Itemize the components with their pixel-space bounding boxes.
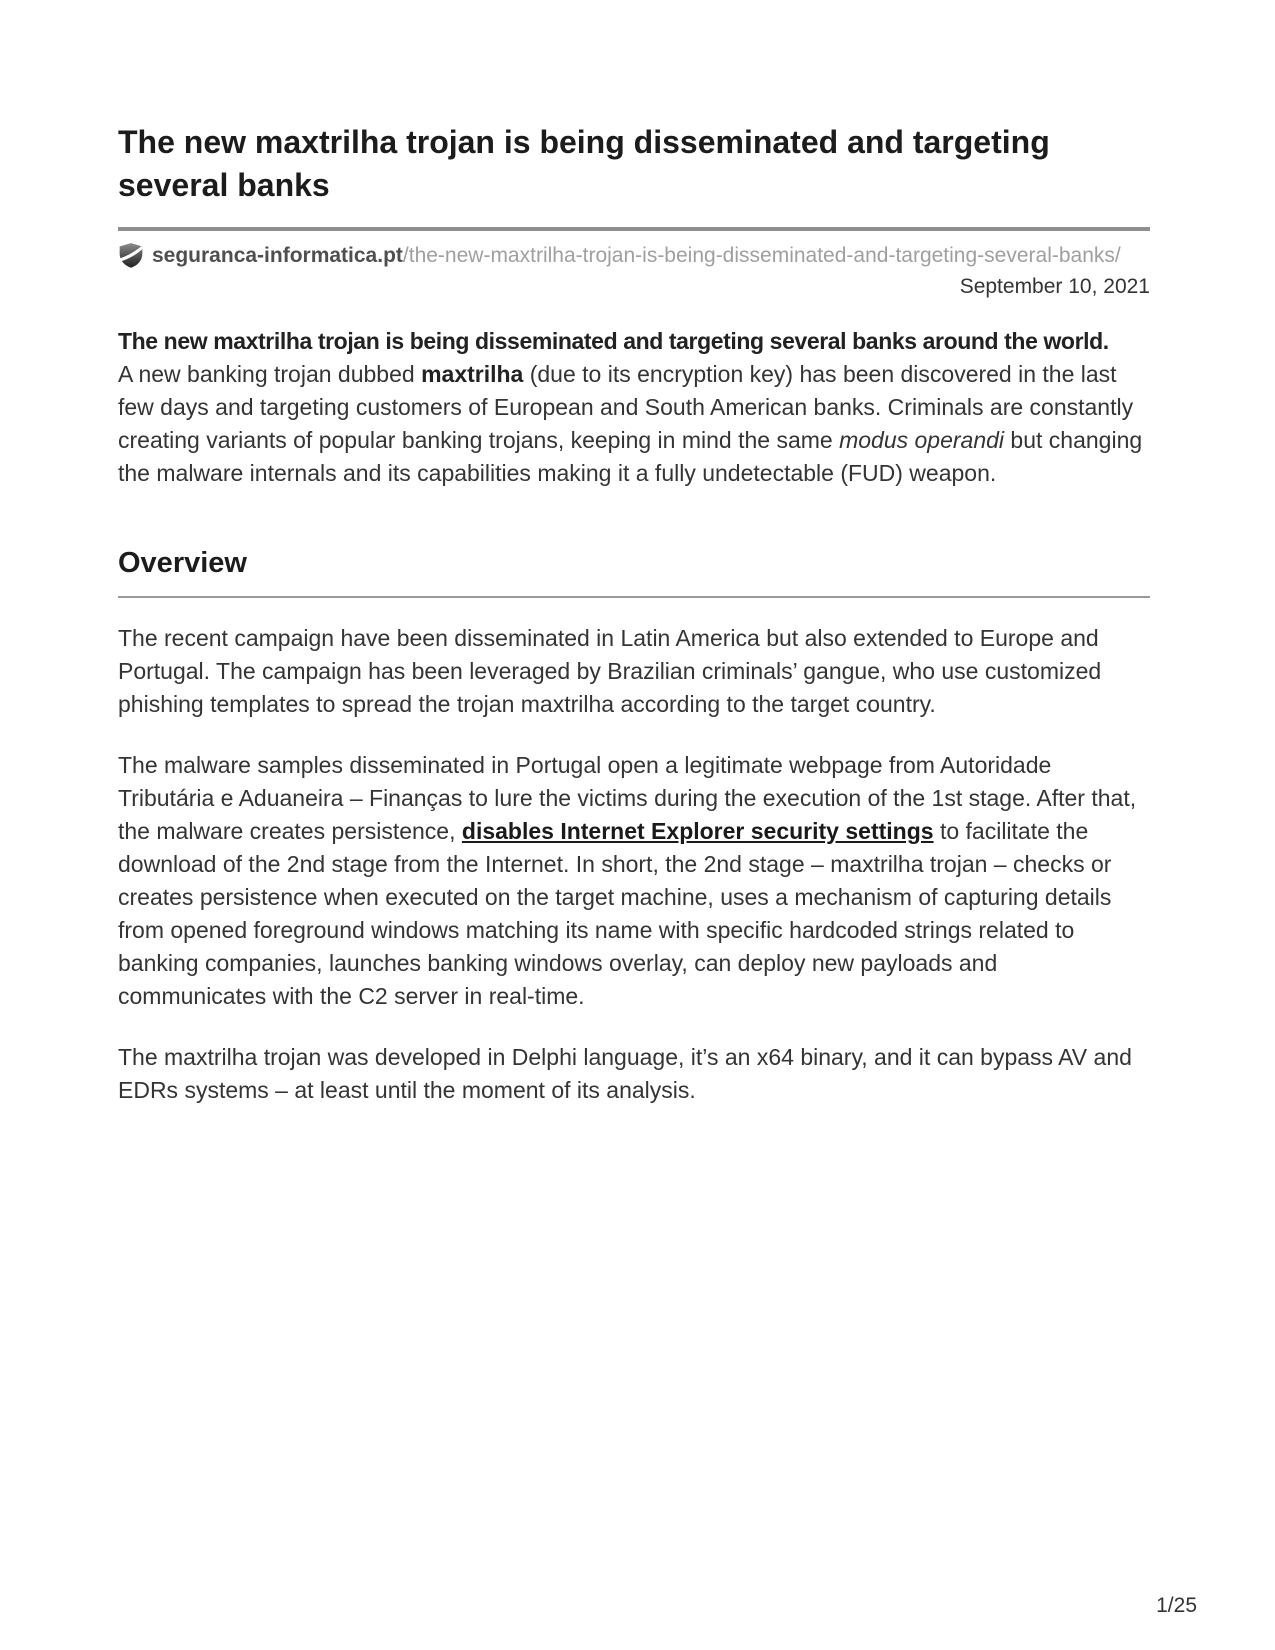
overview-paragraph-3: The maxtrilha trojan was developed in Delphi language, it’s an x64 binary, and it can bypass AV and EDRs systems – at least until the moment of its analysis. (118, 1044, 1132, 1103)
intro-paragraph: A new banking trojan dubbed maxtrilha (due to its encryption key) has been discovered in the last few days and targeting customers of European and South American banks. Criminals are constantly creating variants of popular banking trojans, keeping in mind the same modus operandi but changing the malware internals and its capabilities making it a fully undetectable (FUD) weapon. (118, 361, 1143, 486)
overview-paragraph-1: The recent campaign have been disseminated in Latin America but also extended to Europe and Portugal. The campaign has been leveraged by Brazilian criminals’ gangue, who use customized phishing templates to spread the trojan maxtrilha according to the target country. (118, 625, 1102, 717)
overview-paragraph-2: The malware samples disseminated in Portugal open a legitimate webpage from Autoridade Tributária e Aduaneira – Finanças to lure the victims during the execution of the 1st stage. After that, the malware creates persistence, disables Internet Explorer security settings to facilitate the download of the 2nd stage from the Internet. In short, the 2nd stage – maxtrilha trojan – checks or creates persistence when executed on the target machine, uses a mechanism of capturing details from opened foreground windows matching its name with specific hardcoded strings related to banking companies, launches banking windows overlay, can deploy new payloads and communicates with the C2 server in real-time. (118, 752, 1137, 1009)
source-domain: seguranca-informatica.pt (152, 243, 403, 267)
section-heading-overview: Overview (118, 547, 247, 579)
source-url (152, 244, 1121, 268)
page-number: 1/25 (1156, 1594, 1197, 1617)
page-title: The new maxtrilha trojan is being disseminated and targeting several banks (118, 124, 1050, 203)
inline-link[interactable]: disables Internet Explorer security settings (461, 818, 934, 844)
section-divider (118, 596, 1150, 598)
lead-paragraph: The new maxtrilha trojan is being disseminated and targeting several banks around the world. (118, 328, 1109, 354)
source-path: /the-new-maxtrilha-trojan-is-being-disseminated-and-targeting-several-banks/ (402, 243, 1121, 267)
publish-date: September 10, 2021 (959, 275, 1150, 298)
shield-icon (118, 242, 144, 269)
article-page (118, 121, 1150, 1107)
title-divider (118, 227, 1150, 231)
source-link[interactable] (118, 242, 1150, 269)
